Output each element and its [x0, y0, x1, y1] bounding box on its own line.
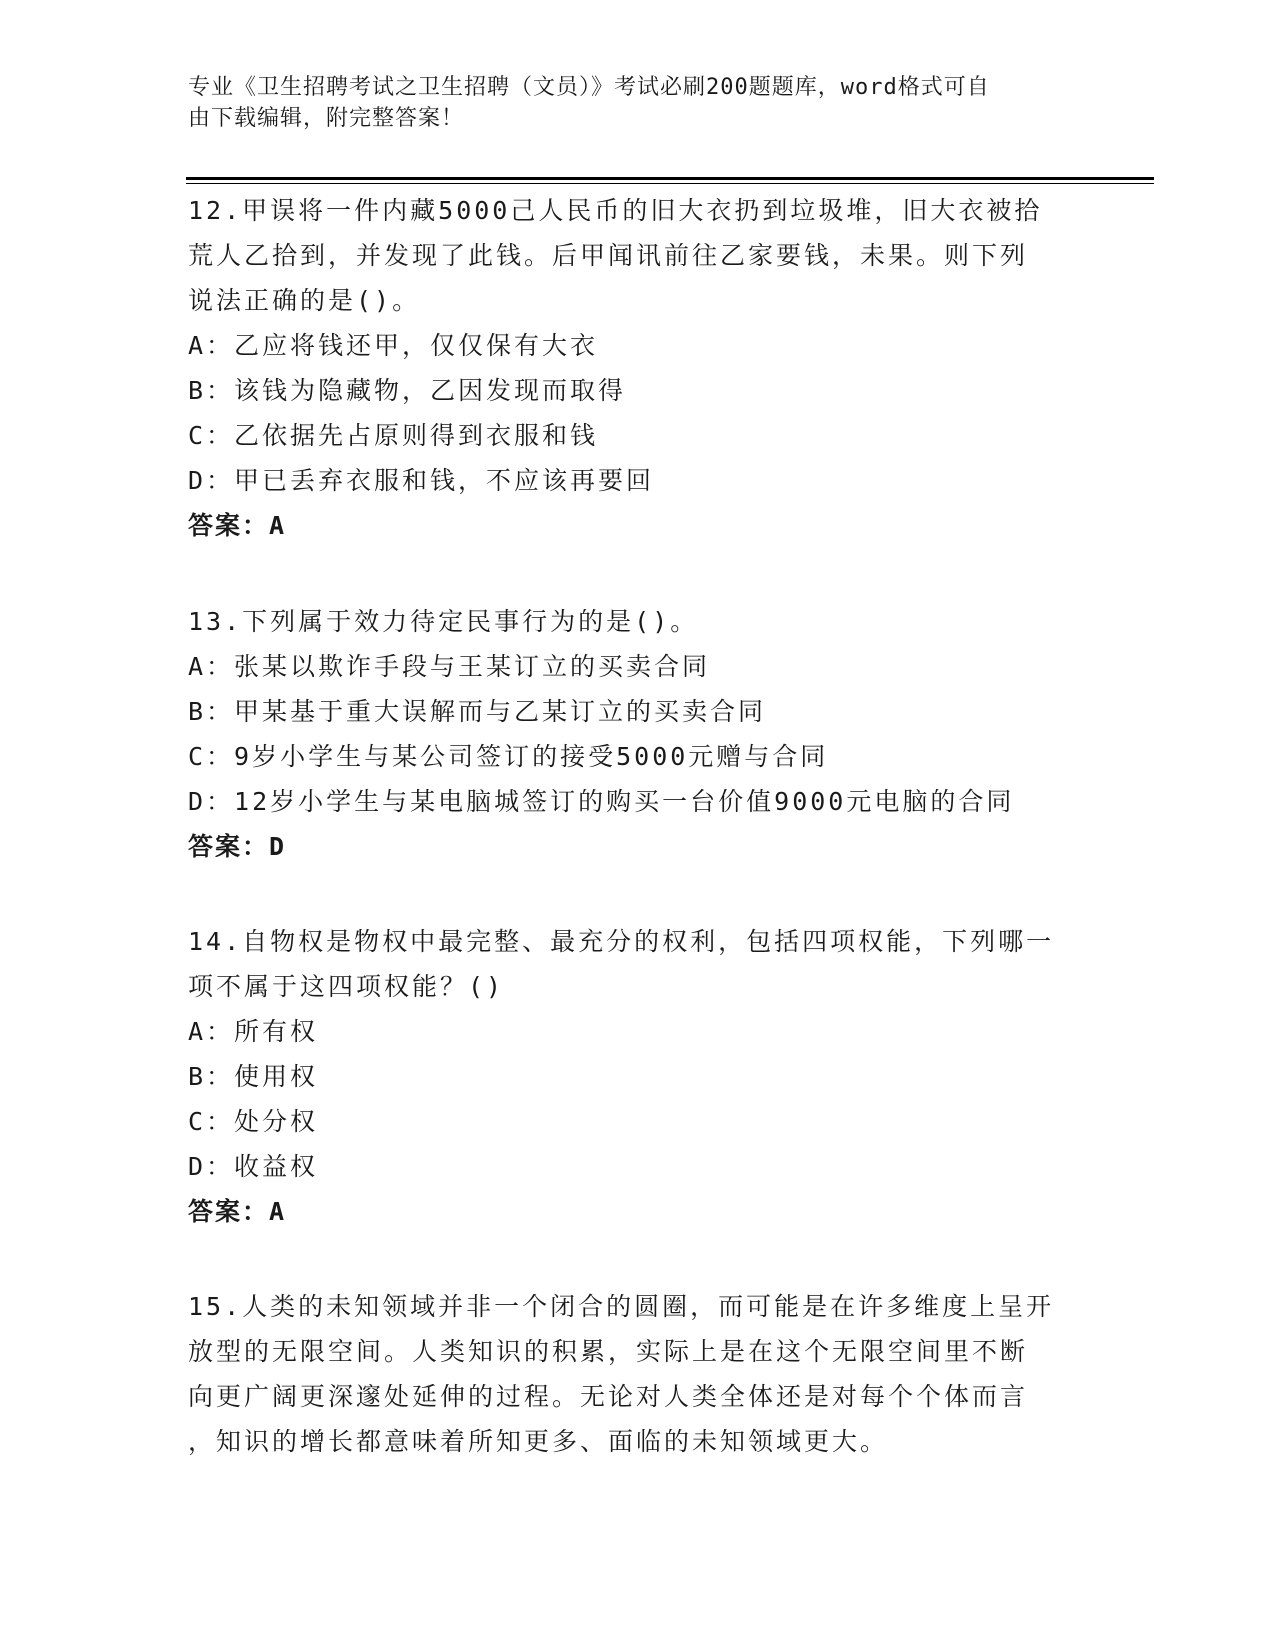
- header-rule-thick: [186, 177, 1154, 180]
- option-d: D：12岁小学生与某电脑城签订的购买一台价值9000元电脑的合同: [188, 787, 1015, 816]
- answer-label: 答案：A: [188, 1197, 287, 1226]
- option-c: C：9岁小学生与某公司签订的接受5000元赠与合同: [188, 742, 829, 771]
- option-b: B：甲某基于重大误解而与乙某订立的买卖合同: [188, 697, 767, 726]
- answer-label: 答案：A: [188, 511, 287, 540]
- question-text-line: 13.下列属于效力待定民事行为的是()。: [188, 607, 699, 636]
- question-text-line: 15.人类的未知领域并非一个闭合的圆圈，而可能是在许多维度上呈开: [188, 1292, 1055, 1321]
- header-rule-thin: [186, 183, 1154, 184]
- option-c: C：处分权: [188, 1107, 319, 1136]
- question-text-line: 荒人乙拾到，并发现了此钱。后甲闻讯前往乙家要钱，未果。则下列: [188, 241, 1029, 270]
- question-text-line: 向更广阔更深邃处延伸的过程。无论对人类全体还是对每个个体而言: [188, 1382, 1029, 1411]
- question-text-line: ，知识的增长都意味着所知更多、面临的未知领域更大。: [188, 1427, 889, 1456]
- header-line: 由下载编辑，附完整答案！: [188, 106, 465, 131]
- question-14: [188, 919, 1088, 1234]
- option-c: C：乙依据先占原则得到衣服和钱: [188, 421, 599, 450]
- header-line: 专业《卫生招聘考试之卫生招聘（文员）》考试必刷200题题库，word格式可自: [188, 75, 990, 100]
- option-a: A：张某以欺诈手段与王某订立的买卖合同: [188, 652, 711, 681]
- question-text-line: 14.自物权是物权中最完整、最充分的权利，包括四项权能，下列哪一: [188, 927, 1055, 956]
- answer-label: 答案：D: [188, 832, 287, 861]
- option-b: B：使用权: [188, 1062, 319, 1091]
- question-text-line: 12.甲误将一件内藏5000己人民币的旧大衣扔到垃圾堆，旧大衣被拾: [188, 196, 1043, 225]
- question-text-line: 项不属于这四项权能？(): [188, 972, 505, 1001]
- question-text-line: 说法正确的是()。: [188, 286, 421, 315]
- question-12: [188, 188, 1088, 548]
- question-13: [188, 599, 1088, 869]
- option-b: B：该钱为隐藏物，乙因发现而取得: [188, 376, 627, 405]
- option-d: D：甲已丢弃衣服和钱，不应该再要回: [188, 466, 655, 495]
- option-d: D：收益权: [188, 1152, 319, 1181]
- document-header: [188, 72, 1088, 134]
- question-15: [188, 1284, 1088, 1464]
- question-text-line: 放型的无限空间。人类知识的积累，实际上是在这个无限空间里不断: [188, 1337, 1029, 1366]
- option-a: A：所有权: [188, 1017, 319, 1046]
- option-a: A：乙应将钱还甲，仅仅保有大衣: [188, 331, 599, 360]
